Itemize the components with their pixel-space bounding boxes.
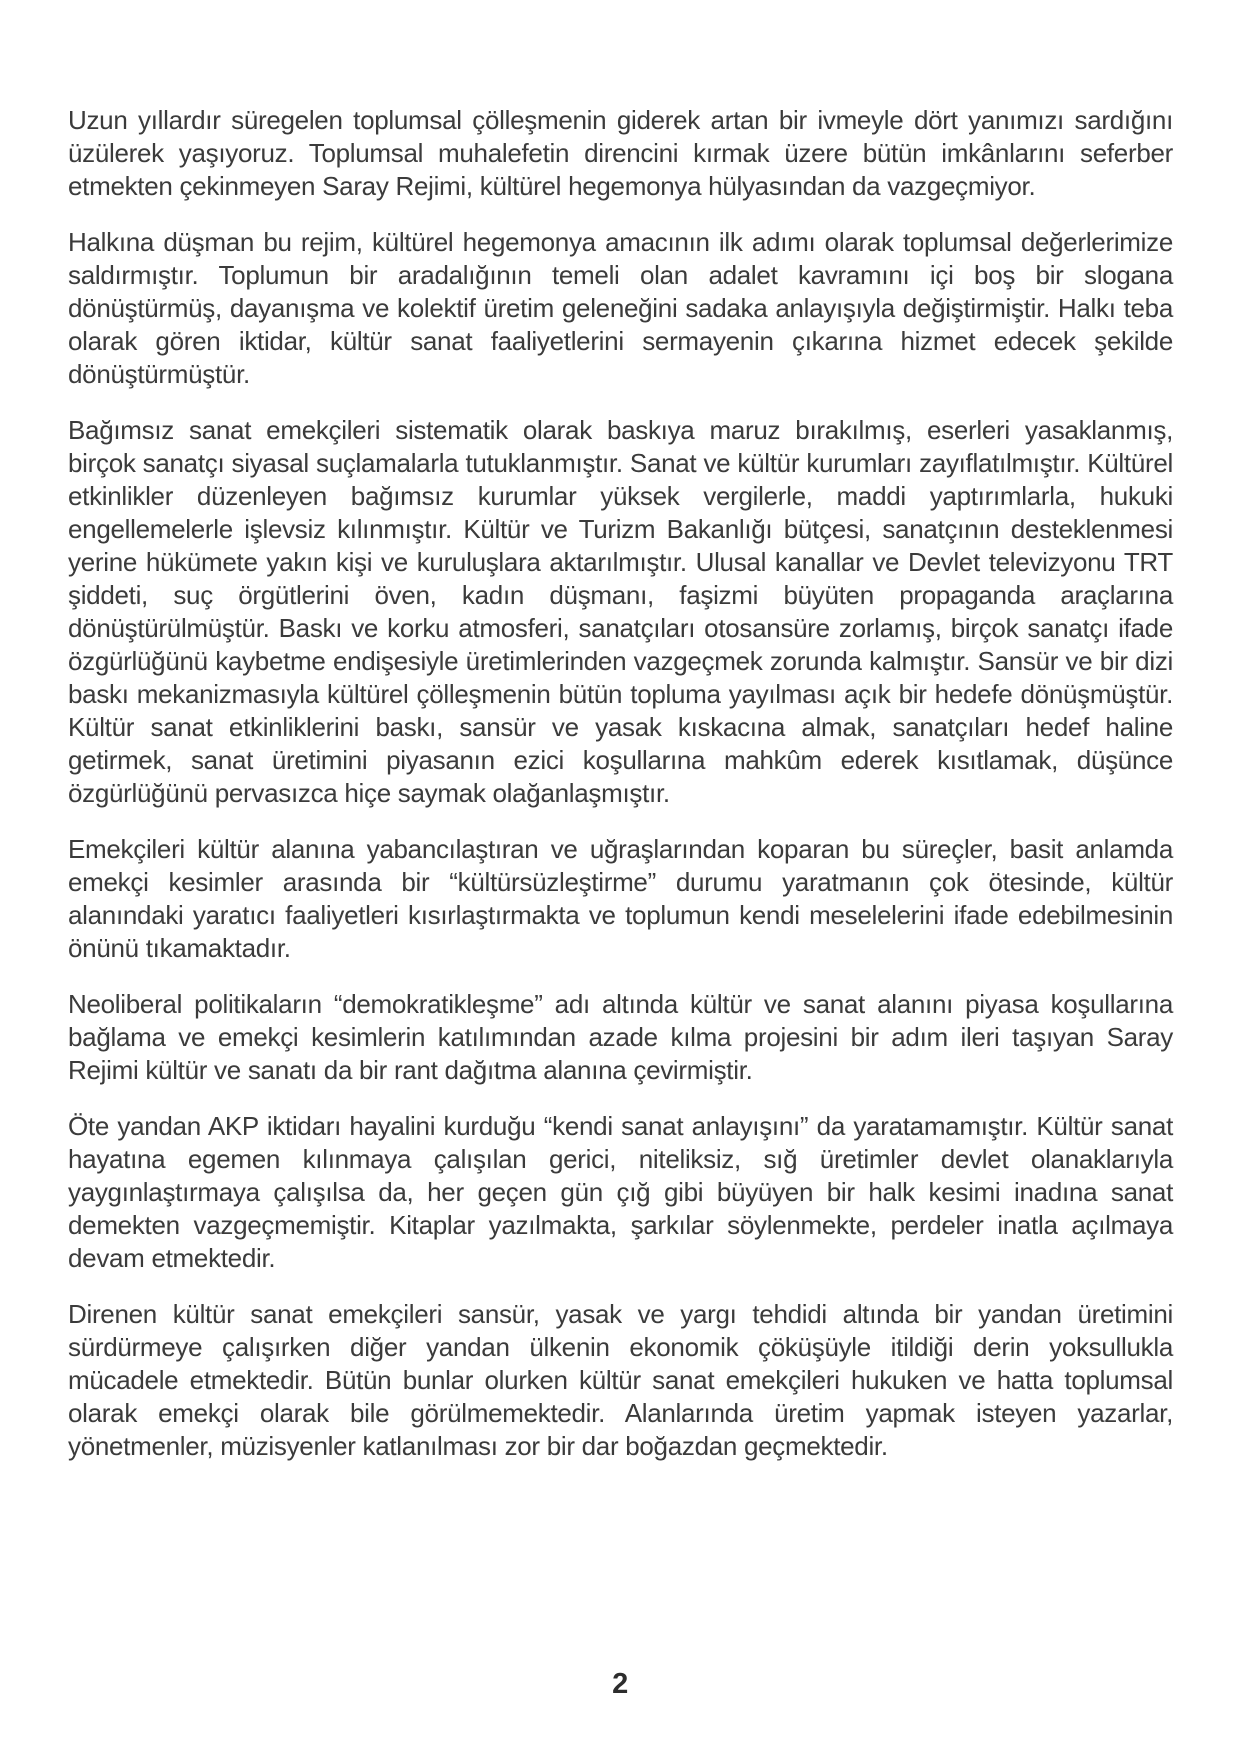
page-body <box>68 104 1173 1486</box>
paragraph-3: Bağımsız sanat emekçileri sistematik olarak baskıya maruz bırakılmış, eserleri yasaklanmış, birçok sanatçı siyasal suçlamalarla tutuklanmıştır. Sanat ve kültür kurumları zayıflatılmıştır. Kültürel etkinlikler düzenleyen bağımsız kurumlar yüksek vergilerle, maddi yaptırımlarla, hukuki engellemelerle işlevsiz kılınmıştır. Kültür ve Turizm Bakanlığı bütçesi, sanatçının desteklenmesi yerine hükümete yakın kişi ve kuruluşlara aktarılmıştır. Ulusal kanallar ve Devlet televizyonu TRT şiddeti, suç örgütlerini öven, kadın düşmanı, faşizmi büyüten propaganda araçlarına dönüştürülmüştür. Baskı ve korku atmosferi, sanatçıları otosansüre zorlamış, birçok sanatçı ifade özgürlüğünü kaybetme endişesiyle üretimlerinden vazgeçmek zorunda kalmıştır. Sansür ve bir dizi baskı mekanizmasıyla kültürel çölleşmenin bütün topluma yayılması açık bir hedefe dönüşmüştür. Kültür sanat etkinliklerini baskı, sansür ve yasak kıskacına almak, sanatçıları hedef haline getirmek, sanat üretimini piyasanın ezici koşullarına mahkûm ederek kısıtlamak, düşünce özgürlüğünü pervasızca hiçe saymak olağanlaşmıştır. <box>68 415 1173 808</box>
page-footer <box>0 1668 1241 1701</box>
paragraph-6: Öte yandan AKP iktidarı hayalini kurduğu “kendi sanat anlayışını” da yaratamamıştır. Kültür sanat hayatına egemen kılınmaya çalışılan gerici, niteliksiz, sığ üretimler devlet olanaklarıyla yaygınlaştırmaya çalışılsa da, her geçen gün çığ gibi büyüyen bir halk kesimi inadına sanat demekten vazgeçmemiştir. Kitaplar yazılmakta, şarkılar söylenmekte, perdeler inatla açılmaya devam etmektedir. <box>68 1111 1173 1273</box>
page-number: 2 <box>612 1668 629 1700</box>
paragraph-7: Direnen kültür sanat emekçileri sansür, yasak ve yargı tehdidi altında bir yandan üretimini sürdürmeye çalışırken diğer yandan ülkenin ekonomik çöküşüyle itildiği derin yoksullukla mücadele etmektedir. Bütün bunlar olurken kültür sanat emekçileri hukuken ve hatta toplumsal olarak emekçi olarak bile görülmemektedir. Alanlarında üretim yapmak isteyen yazarlar, yönetmenler, müzisyenler katlanılması zor bir dar boğazdan geçmektedir. <box>68 1299 1173 1461</box>
paragraph-2: Halkına düşman bu rejim, kültürel hegemonya amacının ilk adımı olarak toplumsal değerlerimize saldırmıştır. Toplumun bir aradalığının temeli olan adalet kavramını içi boş bir slogana dönüştürmüş, dayanışma ve kolektif üretim geleneğini sadaka anlayışıyla değiştirmiştir. Halkı teba olarak gören iktidar, kültür sanat faaliyetlerini sermayenin çıkarına hizmet edecek şekilde dönüştürmüştür. <box>68 227 1173 389</box>
paragraph-1: Uzun yıllardır süregelen toplumsal çölleşmenin giderek artan bir ivmeyle dört yanımızı sardığını üzülerek yaşıyoruz. Toplumsal muhalefetin direncini kırmak üzere bütün imkânlarını seferber etmekten çekinmeyen Saray Rejimi, kültürel hegemonya hülyasından da vazgeçmiyor. <box>68 105 1173 201</box>
paragraph-5: Neoliberal politikaların “demokratikleşme” adı altında kültür ve sanat alanını piyasa koşullarına bağlama ve emekçi kesimlerin katılımından azade kılma projesini bir adım ileri taşıyan Saray Rejimi kültür ve sanatı da bir rant dağıtma alanına çevirmiştir. <box>68 989 1173 1085</box>
paragraph-4: Emekçileri kültür alanına yabancılaştıran ve uğraşlarından koparan bu süreçler, basit anlamda emekçi kesimler arasında bir “kültürsüzleştirme” durumu yaratmanın çok ötesinde, kültür alanındaki yaratıcı faaliyetleri kısırlaştırmakta ve toplumun kendi meselelerini ifade edebilmesinin önünü tıkamaktadır. <box>68 834 1173 963</box>
